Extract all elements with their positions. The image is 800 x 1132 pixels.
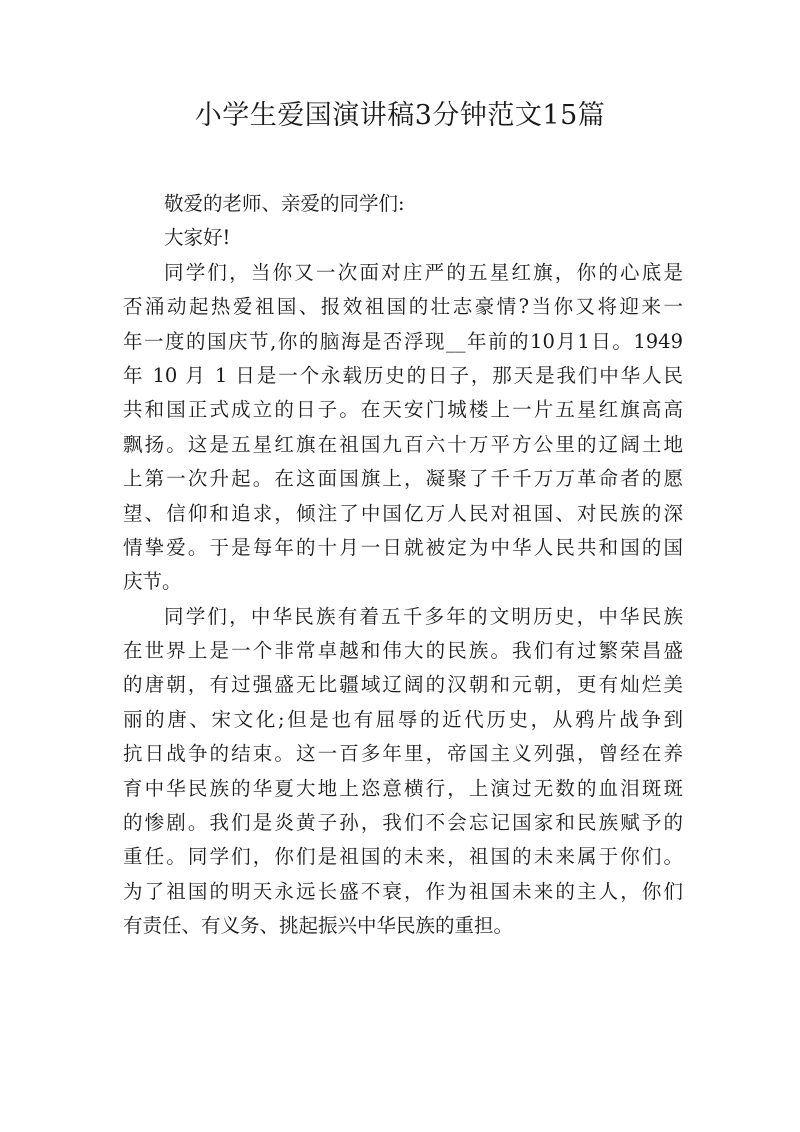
text-line: 的唐朝，有过强盛无比疆域辽阔的汉朝和元朝，更有灿烂美 <box>123 673 683 697</box>
text-line: 重任。同学们，你们是祖国的未来，祖国的未来属于你们。 <box>123 845 683 869</box>
text-line: 大家好! <box>164 226 231 250</box>
document-title: 小学生爱国演讲稿3分钟范文15篇 <box>194 100 606 131</box>
text-line: 同学们，当你又一次面对庄严的五星红旗，你的心底是 <box>164 260 683 284</box>
text-line: 望、信仰和追求，倾注了中国亿万人民对祖国、对民族的深 <box>123 501 683 525</box>
text-line: 庆节。 <box>123 570 182 594</box>
text-line: 否涌动起热爱祖国、报效祖国的壮志豪情?当你又将迎来一 <box>123 295 683 319</box>
text-line: 丽的唐、宋文化;但是也有屈辱的近代历史，从鸦片战争到 <box>123 707 683 731</box>
text-line: 年 10 月 1 日是一个永载历史的日子，那天是我们中华人民 <box>123 363 683 387</box>
text-line: 同学们，中华民族有着五千多年的文明历史，中华民族 <box>164 604 683 628</box>
text-line: 共和国正式成立的日子。在天安门城楼上一片五星红旗高高 <box>123 398 683 422</box>
text-line: 上第一次升起。在这面国旗上，凝聚了千千万万革命者的愿 <box>123 467 683 491</box>
text-line: 情挚爱。于是每年的十月一日就被定为中华人民共和国的国 <box>123 535 683 559</box>
text-line: 抗日战争的结束。这一百多年里，帝国主义列强，曾经在养 <box>123 742 683 766</box>
text-line: 飘扬。这是五星红旗在祖国九百六十万平方公里的辽阔土地 <box>123 432 683 456</box>
text-line: 在世界上是一个非常卓越和伟大的民族。我们有过繁荣昌盛 <box>123 639 683 663</box>
text-line: 年一度的国庆节,你的脑海是否浮现__年前的10月1日。1949 <box>123 329 683 353</box>
text-line: 为了祖国的明天永远长盛不衰，作为祖国未来的主人，你们 <box>123 879 683 903</box>
text-line: 的惨剧。我们是炎黄子孙，我们不会忘记国家和民族赋予的 <box>123 811 683 835</box>
text-line: 育中华民族的华夏大地上恣意横行，上演过无数的血泪斑斑 <box>123 776 683 800</box>
document-body <box>123 187 683 944</box>
text-line: 敬爱的老师、亲爱的同学们: <box>164 192 405 215</box>
text-line: 有责任、有义务、挑起振兴中华民族的重担。 <box>123 914 514 938</box>
